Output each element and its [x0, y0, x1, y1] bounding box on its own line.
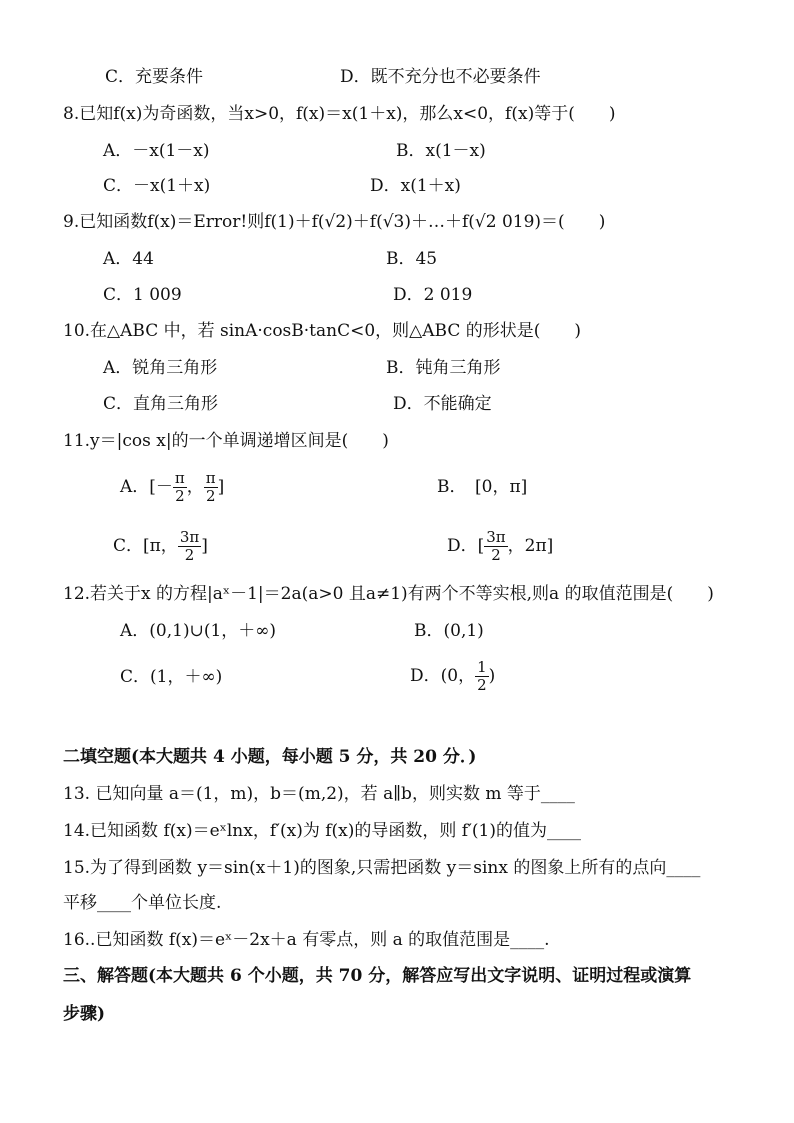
q9-option-d: D．2 019: [393, 285, 473, 305]
q15-text-line-1: 15.为了得到函数 y＝sin(x＋1)的图象,只需把函数 y＝sinx 的图象上所有的点向____: [63, 858, 701, 878]
q9-stem: 9.已知函数f(x)＝Error!则f(1)＋f(√2)＋f(√3)＋…＋f(√2 019)＝( ): [63, 212, 606, 232]
q12-option-c: C．(1，＋∞): [120, 667, 223, 687]
q12-option-b: B．(0,1): [414, 621, 484, 641]
q8-stem: 8.已知f(x)为奇函数，当x>0，f(x)＝x(1＋x)，那么x<0，f(x)等于( ): [63, 104, 616, 124]
q9-option-b: B．45: [386, 249, 438, 269]
q11-option-d: [447, 526, 553, 566]
q11-option-b: B． [0，π]: [437, 477, 528, 497]
q12-d-suffix: ): [488, 666, 496, 686]
q11-option-c: [113, 526, 208, 566]
q11-d-numerator: 3π: [486, 528, 506, 546]
q11-a-f2-numerator: π: [205, 469, 216, 487]
q11-d-denominator: 2: [491, 546, 501, 564]
q14-text: 14.已知函数 f(x)＝eˣlnx，f′(x)为 f(x)的导函数，则 f′(1)的值为____: [63, 821, 582, 841]
section-3-heading-line-1: 三、解答题(本大题共 6 个小题，共 70 分，解答应写出文字说明、证明过程或演算: [63, 966, 692, 986]
section-3-heading-line-2: 步骤): [63, 1004, 106, 1024]
section-2-heading: 二填空题(本大题共 4 小题，每小题 5 分，共 20 分．): [63, 747, 477, 767]
q10-stem: 10.在△ABC 中，若 sinA·cosB·tanC<0，则△ABC 的形状是( ): [63, 321, 581, 341]
q11-d-fraction: [484, 529, 507, 564]
q15-text-line-2: 平移____个单位长度.: [63, 893, 222, 913]
q11-a-sep: ，: [186, 477, 204, 497]
q7-option-d: D．既不充分也不必要条件: [340, 67, 541, 87]
q12-option-a: A．(0,1)∪(1，＋∞): [120, 621, 277, 641]
q11-c-suffix: ]: [201, 536, 208, 556]
q11-a-fraction-1: [173, 470, 187, 505]
q11-c-numerator: 3π: [179, 528, 200, 546]
q10-option-a: A．锐角三角形: [103, 358, 218, 378]
q12-option-d: [410, 656, 495, 696]
q8-option-c: C．－x(1＋x): [103, 176, 211, 196]
q10-option-c: C．直角三角形: [103, 394, 219, 414]
q12-d-denominator: 2: [477, 676, 487, 694]
q11-stem: 11.y＝|cos x|的一个单调递增区间是( ): [63, 431, 389, 451]
q12-d-prefix: D．(0，: [410, 666, 476, 686]
q9-option-a: A．44: [103, 249, 154, 269]
q11-a-f1-denominator: 2: [175, 487, 185, 505]
q11-a-f1-numerator: π: [174, 469, 185, 487]
q12-d-numerator: 1: [477, 658, 487, 676]
q12-d-fraction: [475, 659, 489, 694]
q11-c-prefix: C．[π，: [113, 536, 178, 556]
q11-d-prefix: D．[: [447, 536, 485, 556]
q10-option-d: D．不能确定: [393, 394, 492, 414]
q11-option-a: [120, 467, 224, 507]
q8-option-d: D．x(1＋x): [370, 176, 461, 196]
q11-d-suffix: ，2π]: [507, 536, 554, 556]
q13-text: 13. 已知向量 a＝(1，m)，b＝(m,2)，若 a∥b，则实数 m 等于____: [63, 784, 575, 804]
q11-a-fraction-2: [204, 470, 218, 505]
q11-a-f2-denominator: 2: [205, 487, 216, 505]
q8-option-b: B．x(1－x): [396, 141, 486, 161]
q11-c-denominator: 2: [184, 546, 195, 564]
q16-text: 16..已知函数 f(x)＝eˣ－2x＋a 有零点，则 a 的取值范围是____.: [63, 930, 550, 950]
q9-option-c: C．1 009: [103, 285, 182, 305]
q11-c-fraction: [178, 529, 201, 564]
q7-option-c: C．充要条件: [105, 67, 204, 87]
q11-a-suffix: ]: [217, 477, 225, 497]
q10-option-b: B．钝角三角形: [386, 358, 501, 378]
q12-stem: 12.若关于x 的方程|aˣ－1|＝2a(a>0 且a≠1)有两个不等实根,则a 的取值范围是( ): [63, 584, 714, 604]
q11-a-prefix: A．[－: [120, 477, 173, 497]
q8-option-a: A．－x(1－x): [103, 141, 210, 161]
